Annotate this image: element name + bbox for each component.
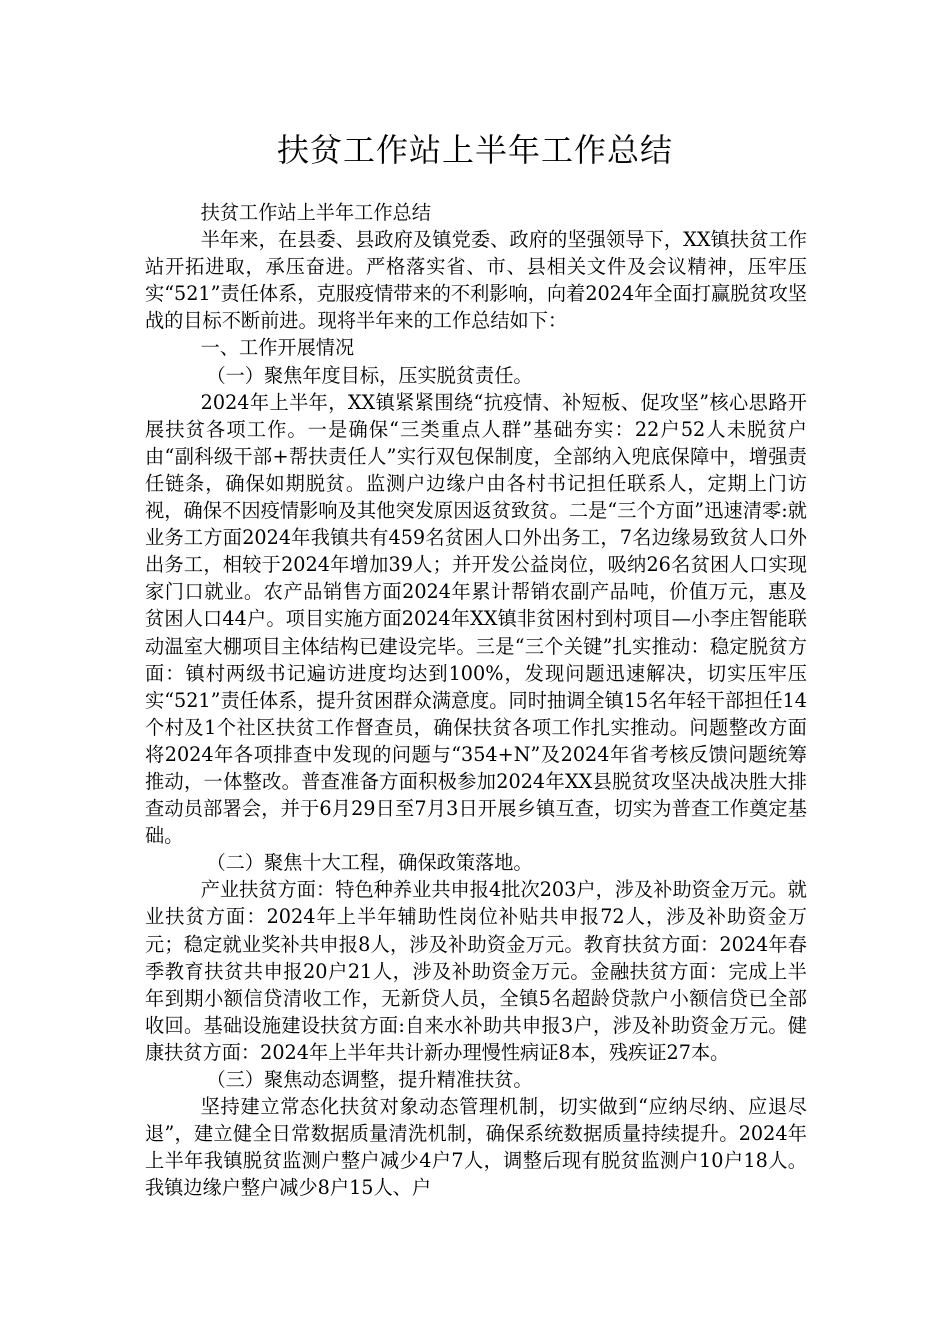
subsection-heading-3: （三）聚焦动态调整，提升精准扶贫。 [206, 1068, 533, 1091]
paragraph-intro: 半年来，在县委、县政府及镇党委、政府的坚强领导下，XX镇扶贫工作站开拓进取，承压奋进。严格落实省、市、县相关文件及会议精神，压牢压实“521”责任体系，克服疫情带来的不利影响，向着2024年全面打赢脱贫攻坚战的目标不断前进。现将半年来的工作总结如下： [145, 228, 807, 333]
paragraph-ten-projects: 产业扶贫方面：特色种养业共申报4批次203户，涉及补助资金万元。就业扶贫方面：2024年上半年辅助性岗位补贴共申报72人，涉及补助资金万元；稳定就业奖补共申报8人，涉及补助资金万元。教育扶贫方面：2024年春季教育扶贫共申报20户21人，涉及补助资金万元。金融扶贫方面：完成上半年到期小额信贷清收工作，无新贷人员，全镇5名超龄贷款户小额信贷已全部收回。基础设施建设扶贫方面:自来水补助共申报3户，涉及补助资金万元。健康扶贫方面：2024年上半年共计新办理慢性病证8本，残疾证27本。 [145, 878, 807, 1064]
subsection-heading-1: （一）聚焦年度目标，压实脱贫责任。 [206, 363, 533, 387]
paragraph-annual-goals: 2024年上半年，XX镇紧紧围绕“抗疫情、补短板、促攻坚”核心思路开展扶贫各项工作。一是确保“三类重点人群”基础夯实：22户52人未脱贫户由“副科级干部+帮扶责任人”实行双包保制度，全部纳入兜底保障中，增强责任链条，确保如期脱贫。监测户边缘户由各村书记担任联系人，定期上门访视，确保不因疫情影响及其他突发原因返贫致贫。二是“三个方面”迅速清零:就业务工方面2024年我镇共有459名贫困人口外出务工，7名边缘易致贫人口外出务工，相较于2024年增加39人；并开发公益岗位，吸纳26名贫困人口实现家门口就业。农产品销售方面2024年累计帮销农副产品吨，价值万元，惠及贫困人口44户。项目实施方面2024年XX镇非贫困村到村项目—小李庄智能联动温室大棚项目主体结构已建设完毕。三是“三个关键”扎实推动：稳定脱贫方面：镇村两级书记遍访进度均达到100%，发现问题迅速解决，切实压牢压实“521”责任体系，提升贫困群众满意度。同时抽调全镇15名年轻干部担任14个村及1个社区扶贫工作督查员，确保扶贫各项工作扎实推动。问题整改方面将2024年各项排查中发现的问题与“354+N”及2024年省考核反馈问题统筹推动，一体整改。普查准备方面积极参加2024年XX县脱贫攻坚决战决胜大排查动员部署会，并于6月29日至7月3日开展乡镇互查，切实为普查工作奠定基础。 [145, 390, 807, 848]
paragraph-subtitle: 扶贫工作站上半年工作总结 [200, 201, 431, 224]
paragraph-dynamic-adjustment: 坚持建立常态化扶贫对象动态管理机制，切实做到“应纳尽纳、应退尽退”，建立健全日常数据质量清洗机制，确保系统数据质量持续提升。2024年上半年我镇脱贫监测户整户减少4户7人，调整后现有脱贫监测户10户18人。我镇边缘户整户减少8户15人、户 [145, 1095, 807, 1200]
section-heading-1: 一、工作开展情况 [200, 336, 355, 360]
subsection-heading-2: （二）聚焦十大工程，确保政策落地。 [206, 851, 533, 875]
document-body [145, 199, 807, 1201]
document-title: 扶贫工作站上半年工作总结 [276, 131, 673, 169]
